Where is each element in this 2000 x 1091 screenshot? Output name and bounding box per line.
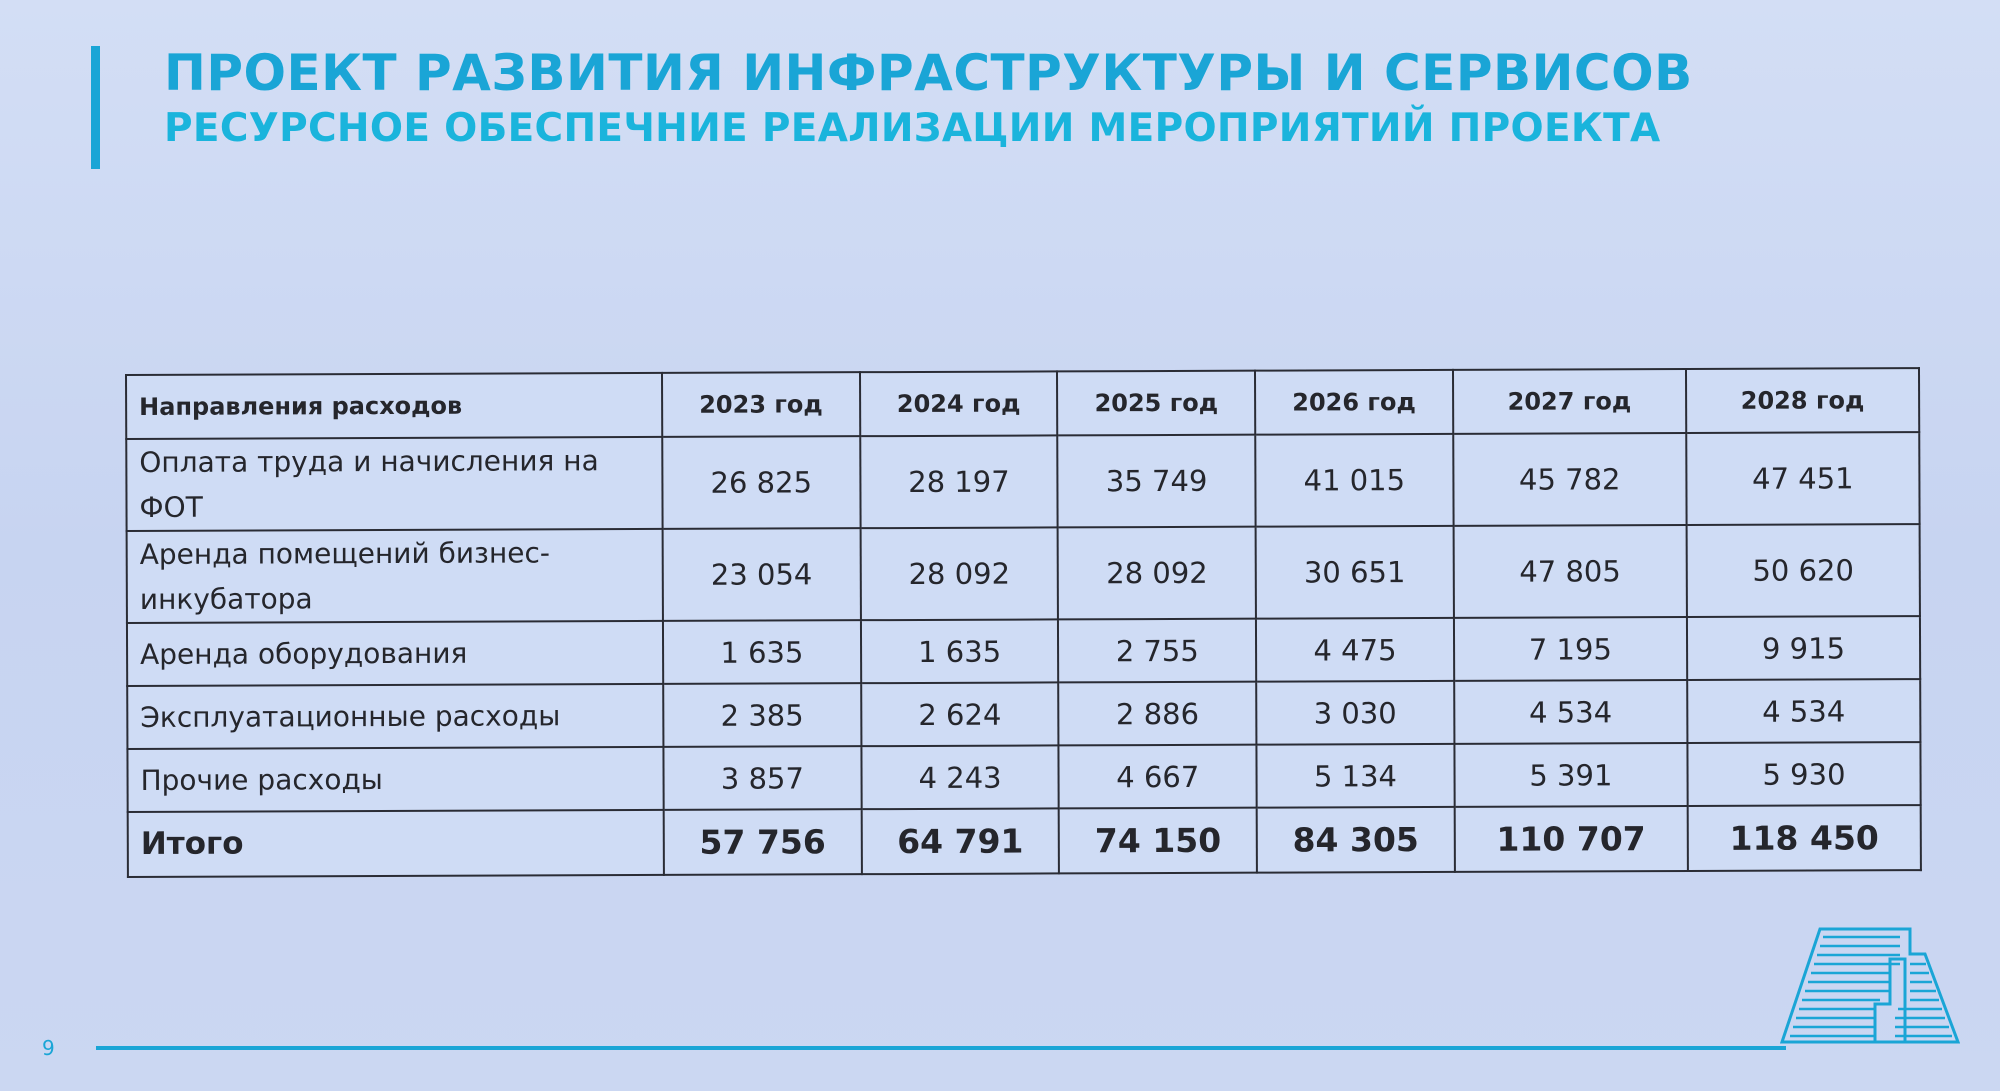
page-title: ПРОЕКТ РАЗВИТИЯ ИНФРАСТРУКТУРЫ И СЕРВИСОВ [164, 44, 1693, 102]
header-cell-2026: 2026 год [1255, 370, 1453, 435]
header-cell-2023: 2023 год [662, 372, 860, 437]
header-cell-2028: 2028 год [1686, 368, 1919, 433]
table-cell: 1 635 [861, 619, 1059, 683]
table-cell: 3 857 [663, 746, 861, 810]
table-cell: 1 635 [663, 620, 861, 684]
table-cell: 4 475 [1256, 618, 1454, 682]
total-cell: 64 791 [861, 808, 1059, 874]
total-label: Итого [128, 810, 664, 877]
table-cell: 30 651 [1256, 526, 1454, 619]
row-label: Аренда помещений бизнес-инкубатора [127, 529, 663, 623]
row-label: Аренда оборудования [127, 621, 663, 686]
table-row [127, 742, 1920, 812]
header-cell-2025: 2025 год [1057, 371, 1255, 436]
table-cell: 4 667 [1059, 745, 1257, 809]
header-cell-2024: 2024 год [860, 371, 1058, 436]
table-cell: 5 930 [1687, 742, 1920, 806]
table-cell: 4 534 [1687, 679, 1920, 743]
header-cell-2027: 2027 год [1453, 369, 1686, 434]
table-cell: 50 620 [1686, 524, 1920, 617]
table-cell: 4 243 [861, 745, 1059, 809]
row-label: Прочие расходы [127, 747, 663, 812]
row-label: Эксплуатационные расходы [127, 684, 663, 749]
total-cell: 57 756 [664, 809, 862, 875]
expenses-table-container [125, 367, 1922, 878]
table-row [127, 524, 1920, 623]
table-cell: 45 782 [1453, 433, 1686, 526]
table-cell: 2 755 [1058, 619, 1256, 683]
table-cell: 7 195 [1454, 617, 1687, 681]
total-cell: 74 150 [1059, 808, 1257, 874]
table-row [127, 616, 1920, 686]
page-subtitle: РЕСУРСНОЕ ОБЕСПЕЧНИЕ РЕАЛИЗАЦИИ МЕРОПРИЯТИЙ ПРОЕКТА [164, 106, 1661, 151]
table-cell: 23 054 [663, 528, 861, 621]
table-cell: 35 749 [1058, 435, 1256, 528]
row-label: Оплата труда и начисления на ФОТ [126, 437, 662, 531]
header-cell-direction: Направления расходов [126, 373, 662, 439]
building-logo-icon [1780, 924, 1960, 1049]
table-cell: 9 915 [1687, 616, 1920, 680]
table-cell: 47 451 [1686, 432, 1920, 525]
table-cell: 3 030 [1256, 681, 1454, 745]
page-number: 9 [42, 1036, 55, 1060]
total-cell: 110 707 [1454, 806, 1687, 872]
table-cell: 28 092 [1058, 527, 1256, 620]
footer-divider [96, 1046, 1786, 1050]
table-cell: 2 886 [1059, 682, 1257, 746]
table-cell: 2 624 [861, 682, 1059, 746]
table-row [126, 432, 1919, 531]
table-row [127, 679, 1920, 749]
table-total-row [128, 805, 1921, 877]
table-header-row [126, 368, 1919, 439]
total-cell: 84 305 [1257, 807, 1455, 873]
table-cell: 5 391 [1454, 743, 1687, 807]
table-cell: 26 825 [662, 436, 860, 529]
table-cell: 47 805 [1453, 525, 1686, 618]
expenses-table [125, 367, 1922, 878]
table-cell: 28 092 [860, 527, 1058, 620]
table-cell: 5 134 [1256, 744, 1454, 808]
table-cell: 28 197 [860, 435, 1058, 528]
table-cell: 4 534 [1454, 680, 1687, 744]
table-cell: 41 015 [1255, 434, 1453, 527]
table-cell: 2 385 [663, 683, 861, 747]
title-accent-bar [91, 46, 100, 169]
total-cell: 118 450 [1688, 805, 1921, 871]
